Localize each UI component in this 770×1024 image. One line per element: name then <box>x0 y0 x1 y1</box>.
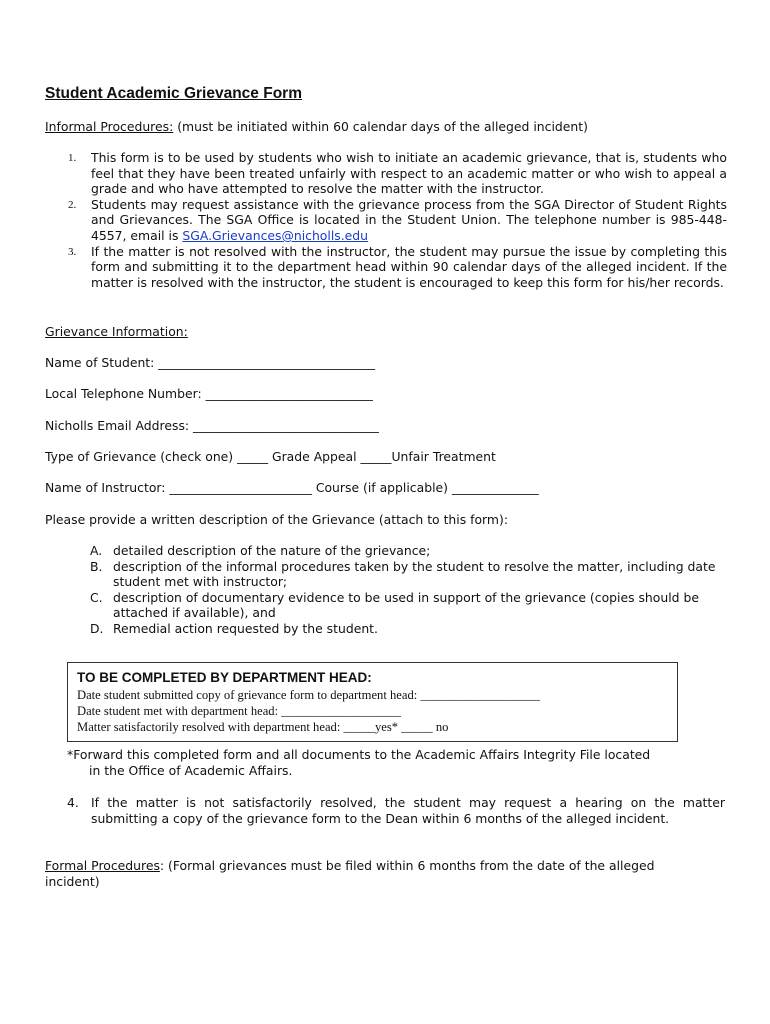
list-letter: B. <box>90 558 103 574</box>
instructor-course-field[interactable]: Name of Instructor: _______________________ Course (if applicable) ______________ <box>45 480 539 495</box>
list-item-text: This form is to be used by students who wish to initiate an academic grievance, that is, students who feel that they have been treated unfairly with respect to an academic matter or who wish to appeal a grade and who have attempted to resolve the matter with the instructor. <box>91 150 727 197</box>
grievance-information-heading: Grievance Information: <box>45 324 188 339</box>
met-date-field[interactable]: Date student met with department head: ___________________ <box>77 704 401 718</box>
list-item-text: description of the informal procedures taken by the student to resolve the matter, including date student met with instructor; <box>113 558 716 590</box>
forward-line: in the Office of Academic Affairs. <box>89 763 293 778</box>
email-field[interactable]: Nicholls Email Address: ______________________________ <box>45 418 379 433</box>
list-item <box>90 543 720 559</box>
description-prompt: Please provide a written description of the Grievance (attach to this form): <box>45 512 509 527</box>
department-head-box <box>67 662 678 742</box>
list-item-text: detailed description of the nature of the grievance; <box>113 543 431 558</box>
formal-procedures-label: Formal Procedures <box>45 858 160 873</box>
list-number: 1. <box>68 152 77 164</box>
informal-procedures-heading <box>45 119 588 135</box>
student-name-field[interactable]: Name of Student: ___________________________________ <box>45 355 376 370</box>
list-item-text: If the matter is not resolved with the instructor, the student may pursue the issue by completing this form and submitting it to the department head within 90 calendar days of the alleged incident. If the matter is resolved with the instructor, the student is encouraged to keep this form for his/her records. <box>91 243 727 290</box>
list-letter: A. <box>90 543 103 558</box>
resolved-field[interactable]: Matter satisfactorily resolved with department head: _____yes* _____ no <box>77 720 449 734</box>
grievance-type-field[interactable]: Type of Grievance (check one) _____ Grade Appeal _____Unfair Treatment <box>45 449 496 464</box>
list-item <box>90 559 720 590</box>
list-item-text: description of documentary evidence to be used in support of the grievance (copies should be attached if available), and <box>113 589 699 621</box>
submitted-date-field[interactable]: Date student submitted copy of grievance form to department head: ___________________ <box>77 688 541 702</box>
list-item-text: Students may request assistance with the grievance process from the SGA Director of Student Rights and Grievances. The SGA Office is located in the Student Union. The telephone number is 985-448-4557, email is <box>91 196 727 243</box>
list-item <box>45 244 727 291</box>
list-item <box>67 795 725 827</box>
formal-procedures-note: : (Formal grievances must be filed within 6 months from the date of the alleged incident) <box>45 858 655 889</box>
list-number: 4. <box>67 795 79 810</box>
list-number: 2. <box>68 198 77 211</box>
page-title: Student Academic Grievance Form <box>45 85 302 102</box>
informal-procedures-note: (must be initiated within 60 calendar days of the alleged incident) <box>173 119 588 134</box>
informal-steps-list <box>45 150 727 290</box>
department-head-heading: TO BE COMPLETED BY DEPARTMENT HEAD: <box>77 670 372 685</box>
list-item <box>90 621 720 637</box>
forward-instructions <box>67 747 650 779</box>
phone-field[interactable]: Local Telephone Number: ___________________________ <box>45 386 373 401</box>
list-letter: D. <box>90 620 104 636</box>
list-item <box>45 150 727 197</box>
list-item-text: If the matter is not satisfactorily resolved, the student may request a hearing on the matter submitting a copy of the grievance form to the Dean within 6 months of the alleged incident. <box>91 795 725 826</box>
informal-procedures-label: Informal Procedures: <box>45 119 174 134</box>
list-item <box>45 197 727 244</box>
list-number: 3. <box>68 245 77 258</box>
description-requirements-list <box>90 543 720 637</box>
list-letter: C. <box>90 589 103 605</box>
list-item <box>90 590 720 621</box>
sga-email-link[interactable]: SGA.Grievances@nicholls.edu <box>182 227 369 243</box>
forward-line: *Forward this completed form and all documents to the Academic Affairs Integrity File located <box>67 747 651 762</box>
list-item-text: Remedial action requested by the student. <box>113 620 378 636</box>
formal-procedures-heading <box>45 858 705 890</box>
